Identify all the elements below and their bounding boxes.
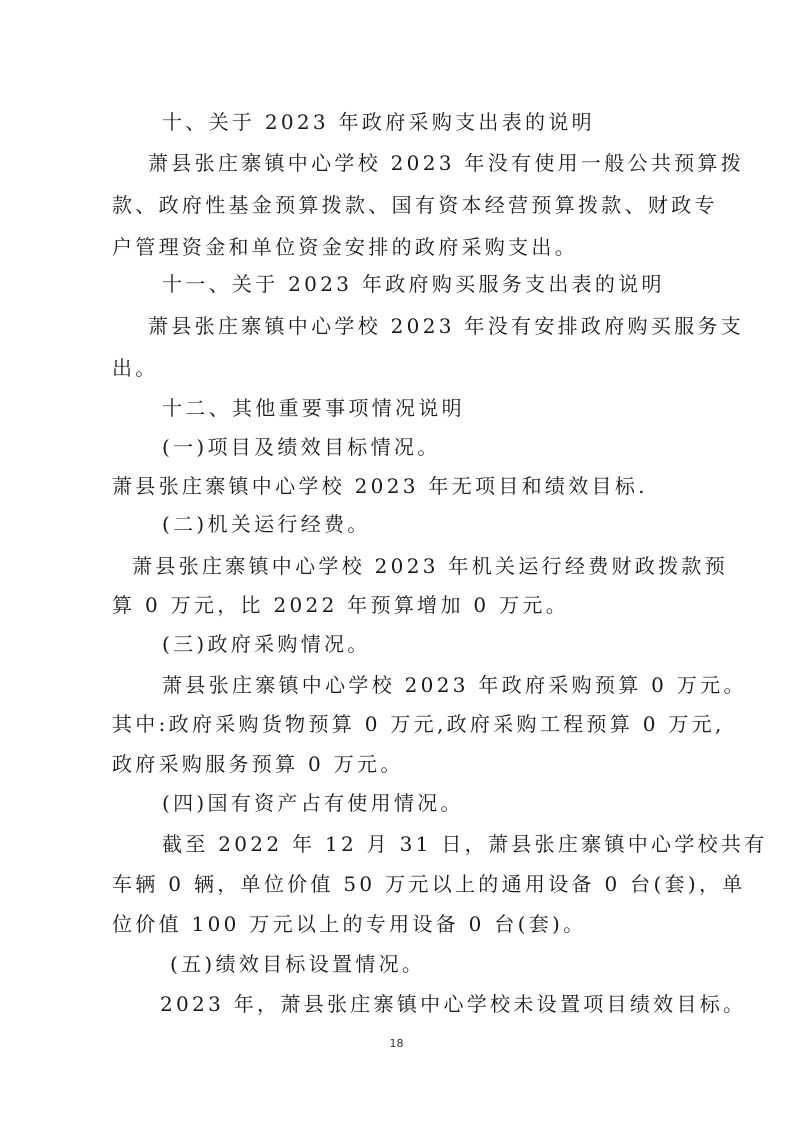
paragraph-line: 萧县张庄寨镇中心学校 2023 年没有安排政府购买服务支: [148, 314, 745, 338]
paragraph-line: 萧县张庄寨镇中心学校 2023 年机关运行经费财政拨款预: [132, 554, 729, 578]
paragraph-line: 萧县张庄寨镇中心学校 2023 年政府采购预算 0 万元。: [162, 673, 747, 697]
paragraph-line: 户管理资金和单位资金安排的政府采购支出。: [112, 235, 578, 259]
page-number: 18: [389, 1037, 404, 1050]
section-heading-12: 十二、其他重要事项情况说明: [162, 396, 465, 420]
paragraph-line: 截至 2022 年 12 月 31 日，萧县张庄寨镇中心学校共有: [162, 832, 768, 856]
section-heading-11: 十一、关于 2023 年政府购买服务支出表的说明: [162, 272, 665, 296]
paragraph-line: 2023 年，萧县张庄寨镇中心学校未设置项目绩效目标。: [160, 992, 747, 1016]
paragraph-line: 车辆 0 辆，单位价值 50 万元以上的通用设备 0 台(套)，单: [112, 872, 746, 896]
subheading-4: (四)国有资产占有使用情况。: [162, 791, 464, 815]
paragraph-line: 算 0 万元，比 2022 年预算增加 0 万元。: [112, 593, 569, 617]
subheading-5: (五)绩效目标设置情况。: [170, 952, 426, 976]
subheading-2: (二)机关运行经费。: [162, 512, 371, 536]
paragraph-line: 款、政府性基金预算拨款、国有资本经营预算拨款、财政专: [112, 193, 718, 217]
paragraph-line: 萧县张庄寨镇中心学校 2023 年无项目和绩效目标.: [112, 474, 648, 498]
paragraph-line: 萧县张庄寨镇中心学校 2023 年没有使用一般公共预算拨: [148, 151, 745, 175]
subheading-3: (三)政府采购情况。: [162, 632, 371, 656]
paragraph-line: 位价值 100 万元以上的专用设备 0 台(套)。: [112, 912, 587, 936]
subheading-1: (一)项目及绩效目标情况。: [162, 435, 441, 459]
paragraph-line: 其中:政府采购货物预算 0 万元,政府采购工程预算 0 万元,: [112, 712, 725, 736]
paragraph-line: 出。: [112, 356, 159, 380]
paragraph-line: 政府采购服务预算 0 万元。: [112, 752, 404, 776]
section-heading-10: 十、关于 2023 年政府采购支出表的说明: [162, 110, 595, 134]
